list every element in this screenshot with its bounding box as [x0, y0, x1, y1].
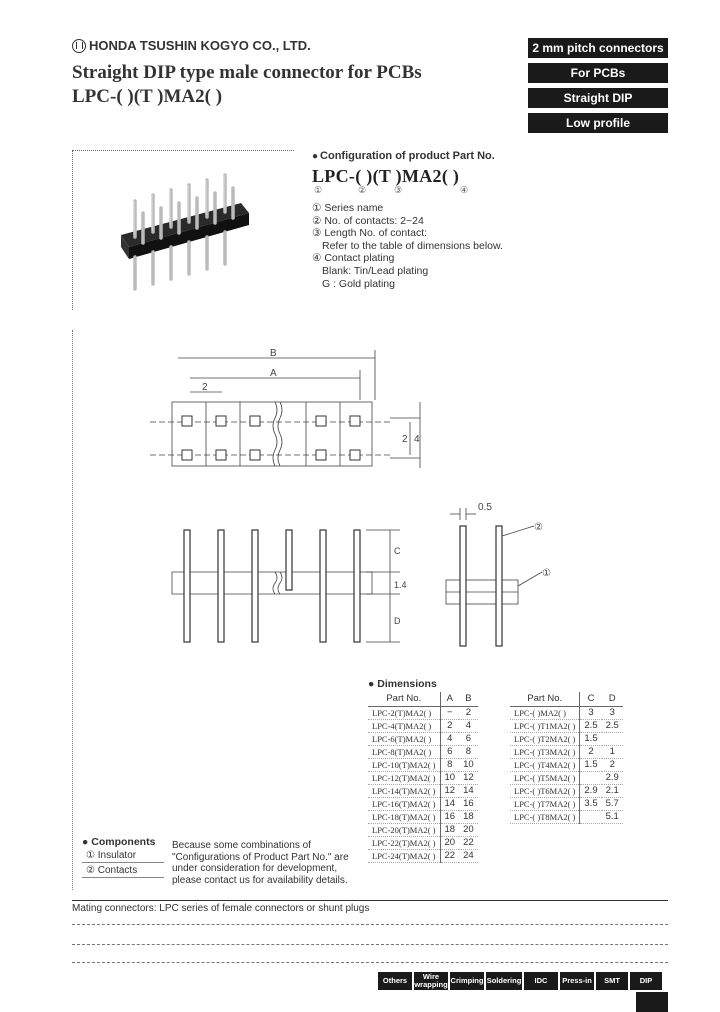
table-cell-value: 2 — [459, 706, 478, 719]
list-item: Blank: Tin/Lead plating — [322, 264, 429, 277]
table-cell-value: 18 — [459, 810, 478, 823]
table-cell-part-no: LPC-10(T)MA2( ) — [368, 758, 440, 771]
table-header: Part No. — [510, 692, 580, 706]
table-row — [510, 719, 623, 732]
callout-2: ② — [534, 522, 543, 533]
company-name — [72, 38, 311, 53]
configuration-heading: ● Configuration of product Part No. — [312, 150, 495, 162]
label-b: B — [270, 348, 277, 359]
table-row — [510, 706, 623, 719]
table-cell-part-no: LPC-( )T8MA2( ) — [510, 810, 580, 823]
dimensions-table-cd — [510, 692, 623, 824]
tag-low-profile[interactable]: Low profile — [528, 113, 668, 133]
table-cell-value: 6 — [459, 732, 478, 745]
divider — [72, 944, 668, 945]
table-cell-value: 20 — [459, 823, 478, 836]
table-cell-value: 1 — [602, 745, 623, 758]
table-cell-value: 1.5 — [580, 732, 602, 745]
table-row — [368, 823, 478, 836]
table-cell-part-no: LPC-2(T)MA2( ) — [368, 706, 440, 719]
table-row — [510, 797, 623, 810]
tab-wire-wrapping[interactable]: Wire wrapping — [414, 972, 448, 989]
configuration-part-number: LPC-( )(T )MA2( ) — [312, 166, 460, 186]
tag-straight-dip[interactable]: Straight DIP — [528, 88, 668, 108]
category-tags — [528, 38, 668, 138]
table-cell-value: 10 — [440, 771, 459, 784]
tab-soldering[interactable]: Soldering — [486, 972, 522, 990]
product-photo — [72, 150, 294, 310]
table-cell-value: 2 — [440, 719, 459, 732]
connector-illustration-icon — [73, 151, 295, 311]
table-row — [510, 745, 623, 758]
page-subtitle-part-number: LPC-( )(T )MA2( ) — [72, 86, 223, 107]
component-contacts: ② Contacts — [82, 863, 164, 878]
table-row — [368, 758, 478, 771]
list-item: ① Series name — [312, 202, 384, 214]
tab-idc[interactable]: IDC — [524, 972, 558, 990]
page-title: Straight DIP type male connector for PCBs — [72, 62, 422, 83]
table-cell-value: 3 — [580, 706, 602, 719]
table-cell-part-no: LPC-( )T2MA2( ) — [510, 732, 580, 745]
configuration-section — [312, 150, 572, 290]
tab-others[interactable]: Others — [378, 972, 412, 990]
table-cell-value: 4 — [440, 732, 459, 745]
table-cell-value: − — [440, 706, 459, 719]
table-cell-value — [602, 732, 623, 745]
page-marker — [636, 992, 668, 1012]
index-marks — [312, 185, 572, 196]
table-cell-part-no: LPC-( )MA2( ) — [510, 706, 580, 719]
component-insulator: ① Insulator — [82, 848, 164, 863]
table-cell-value: 12 — [459, 771, 478, 784]
table-cell-value: 8 — [459, 745, 478, 758]
table-row — [368, 836, 478, 849]
dimensions-heading: ● Dimensions — [368, 678, 437, 690]
configuration-list — [312, 202, 572, 290]
label-2v: 2 — [402, 434, 408, 445]
table-cell-value: 3.5 — [580, 797, 602, 810]
table-header: Part No. — [368, 692, 440, 706]
table-cell-part-no: LPC-( )T6MA2( ) — [510, 784, 580, 797]
table-header: D — [602, 692, 623, 706]
bullet-icon: ● — [368, 678, 375, 690]
table-cell-part-no: LPC-14(T)MA2( ) — [368, 784, 440, 797]
table-cell-value: 2 — [602, 758, 623, 771]
index-mark: ③ — [394, 185, 403, 195]
table-cell-value: 5.1 — [602, 810, 623, 823]
tag-pitch[interactable]: 2 mm pitch connectors — [528, 38, 668, 58]
table-row — [368, 706, 478, 719]
table-cell-value: 14 — [459, 784, 478, 797]
table-cell-part-no: LPC-( )T1MA2( ) — [510, 719, 580, 732]
tab-press-in[interactable]: Press-in — [560, 972, 594, 990]
table-cell-part-no: LPC-24(T)MA2( ) — [368, 849, 440, 862]
table-cell-value: 22 — [459, 836, 478, 849]
bullet-icon: ● — [312, 151, 319, 162]
company-logo-icon — [72, 39, 86, 53]
divider — [72, 924, 668, 925]
table-cell-part-no: LPC-( )T4MA2( ) — [510, 758, 580, 771]
list-item: G : Gold plating — [322, 277, 395, 290]
table-cell-value: 10 — [459, 758, 478, 771]
table-row — [368, 810, 478, 823]
table-row — [368, 771, 478, 784]
index-mark: ① — [314, 185, 323, 195]
list-item: Refer to the table of dimensions below. — [322, 239, 503, 252]
table-cell-part-no: LPC-18(T)MA2( ) — [368, 810, 440, 823]
tab-smt[interactable]: SMT — [596, 972, 628, 990]
bullet-icon: ● — [82, 836, 89, 848]
table-cell-part-no: LPC-12(T)MA2( ) — [368, 771, 440, 784]
tag-for-pcbs[interactable]: For PCBs — [528, 63, 668, 83]
table-cell-part-no: LPC-( )T5MA2( ) — [510, 771, 580, 784]
table-row — [368, 745, 478, 758]
table-row — [368, 797, 478, 810]
table-cell-part-no: LPC-8(T)MA2( ) — [368, 745, 440, 758]
table-cell-value: 22 — [440, 849, 459, 862]
table-row — [510, 784, 623, 797]
table-cell-value: 14 — [440, 797, 459, 810]
table-row — [368, 719, 478, 732]
table-cell-part-no: LPC-16(T)MA2( ) — [368, 797, 440, 810]
drawing-frame-divider — [72, 330, 73, 890]
components-section — [82, 836, 164, 878]
table-cell-part-no: LPC-( )T7MA2( ) — [510, 797, 580, 810]
label-4: 4 — [414, 434, 420, 445]
label-1-4: 1.4 — [394, 580, 407, 590]
table-row — [368, 849, 478, 862]
table-cell-part-no: LPC-( )T3MA2( ) — [510, 745, 580, 758]
dimensions-section — [368, 678, 619, 861]
table-cell-value: 16 — [459, 797, 478, 810]
divider — [72, 900, 668, 901]
table-header: A — [440, 692, 459, 706]
label-0-5: 0.5 — [478, 502, 492, 513]
tab-dip[interactable]: DIP — [630, 972, 662, 990]
table-cell-value — [580, 810, 602, 823]
table-cell-value: 4 — [459, 719, 478, 732]
company-name-text: HONDA TSUSHIN KOGYO CO., LTD. — [89, 38, 311, 53]
table-row — [510, 771, 623, 784]
label-d: D — [394, 616, 401, 626]
table-cell-value: 5.7 — [602, 797, 623, 810]
list-item: ③ Length No. of contact: — [312, 227, 428, 240]
table-cell-value: 2.5 — [580, 719, 602, 732]
mating-connectors: Mating connectors: LPC series of female connectors or shunt plugs — [72, 903, 370, 914]
table-cell-value: 18 — [440, 823, 459, 836]
table-cell-value: 16 — [440, 810, 459, 823]
table-cell-value: 2.1 — [602, 784, 623, 797]
table-cell-value: 24 — [459, 849, 478, 862]
table-header: B — [459, 692, 478, 706]
table-cell-value: 3 — [602, 706, 623, 719]
table-cell-part-no: LPC-20(T)MA2( ) — [368, 823, 440, 836]
bottom-category-tabs — [378, 972, 662, 990]
table-cell-value: 12 — [440, 784, 459, 797]
table-row — [510, 758, 623, 771]
table-header: C — [580, 692, 602, 706]
table-cell-part-no: LPC-6(T)MA2( ) — [368, 732, 440, 745]
list-item: ④ Contact plating — [312, 252, 395, 265]
index-mark: ④ — [460, 185, 469, 195]
table-cell-value: 2.9 — [602, 771, 623, 784]
table-cell-value: 2.5 — [602, 719, 623, 732]
table-row — [368, 732, 478, 745]
table-cell-value: 1.5 — [580, 758, 602, 771]
table-cell-value: 2.9 — [580, 784, 602, 797]
table-row — [510, 810, 623, 823]
tab-crimping[interactable]: Crimping — [450, 972, 484, 990]
callout-1: ① — [542, 568, 551, 579]
table-row — [368, 784, 478, 797]
label-a: A — [270, 368, 277, 379]
dimensions-table-ab — [368, 692, 478, 863]
table-row — [510, 732, 623, 745]
table-cell-value: 6 — [440, 745, 459, 758]
table-cell-value: 8 — [440, 758, 459, 771]
table-cell-part-no: LPC-22(T)MA2( ) — [368, 836, 440, 849]
divider — [72, 962, 668, 963]
table-cell-value: 2 — [580, 745, 602, 758]
table-cell-value — [580, 771, 602, 784]
components-heading: ● Components — [82, 836, 156, 848]
label-c: C — [394, 546, 401, 556]
index-mark: ② — [358, 185, 367, 195]
availability-note: Because some combinations of "Configurations of Product Part No." are under consideration for development, please contact us for availability details. — [172, 840, 349, 886]
table-cell-value: 20 — [440, 836, 459, 849]
table-cell-part-no: LPC-4(T)MA2( ) — [368, 719, 440, 732]
list-item: ② No. of contacts: 2~24 — [312, 214, 424, 227]
technical-drawing — [130, 340, 570, 670]
label-2: 2 — [202, 382, 208, 393]
